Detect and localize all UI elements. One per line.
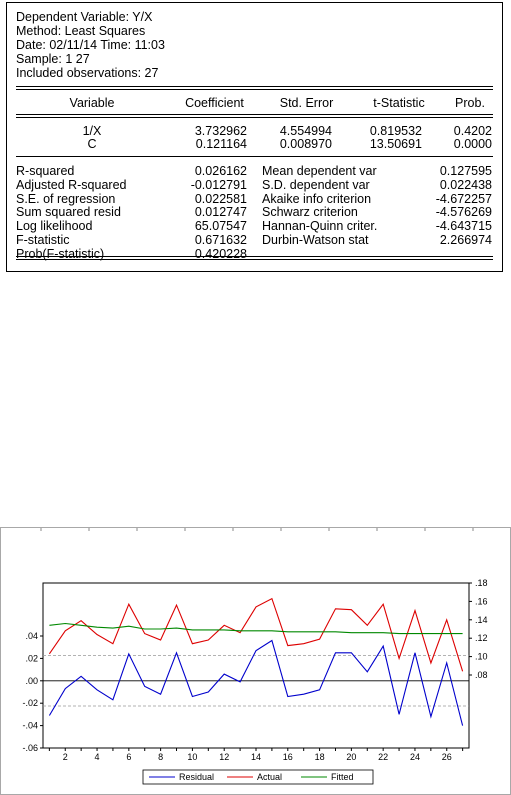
x-axis-label: 18 [314, 752, 325, 762]
table-cell: 13.50691 [369, 137, 422, 151]
stat-value: 0.022438 [439, 177, 492, 192]
table-cell: 3.732962 [194, 124, 247, 138]
table-cell: 1/X [82, 124, 102, 138]
right-axis-label: .16 [475, 596, 488, 607]
right-axis-label: .10 [475, 651, 488, 662]
table-cell: 0.121164 [195, 137, 247, 151]
regression-output-window [6, 2, 503, 272]
stat-label: S.E. of regression [16, 191, 116, 206]
x-axis-label: 2 [62, 752, 68, 762]
stat-label: Prob(F-statistic) [16, 246, 105, 261]
legend-label-fitted: Fitted [331, 772, 354, 782]
stat-label: Hannan-Quinn criter. [262, 219, 378, 234]
stat-value: 0.420228 [194, 246, 247, 261]
stat-value: 65.07547 [194, 219, 247, 234]
left-axis-label: .02 [25, 653, 38, 664]
left-axis-label: .00 [25, 675, 38, 686]
stat-value: -4.576269 [435, 205, 492, 220]
x-axis-label: 10 [187, 752, 198, 762]
stat-value: 0.022581 [194, 191, 247, 206]
right-axis-label: .14 [475, 614, 488, 625]
x-axis-label: 26 [441, 752, 452, 762]
table-cell: 0.008970 [279, 137, 332, 151]
date-time-line: Date: 02/11/14 Time: 11:03 [16, 38, 165, 52]
col-header-prob: Prob. [455, 96, 485, 110]
dependent-variable-line: Dependent Variable: Y/X [16, 10, 153, 24]
x-axis-label: 6 [126, 752, 132, 762]
stat-label: R-squared [16, 164, 75, 178]
x-axis-label: 20 [346, 752, 357, 762]
table-header-rule [16, 114, 493, 118]
stat-label: Akaike info criterion [262, 191, 372, 206]
right-axis-label: .08 [475, 670, 488, 680]
col-header-std-error: Std. Error [279, 96, 334, 110]
table-cell: 0.0000 [453, 137, 492, 151]
left-axis-label: -.04 [22, 720, 38, 731]
table-cell: 0.819532 [369, 124, 422, 138]
table-cell: C [87, 137, 97, 151]
x-axis-label: 12 [219, 752, 230, 762]
stat-label: S.D. dependent var [262, 177, 370, 192]
stat-label: F-statistic [16, 233, 70, 247]
stat-label: Durbin-Watson stat [262, 233, 369, 247]
stat-value: -4.672257 [435, 191, 492, 206]
x-axis-label: 14 [250, 752, 262, 762]
stat-value: 0.026162 [194, 164, 247, 178]
series-line-fitted [49, 624, 462, 634]
table-top-rule [16, 86, 493, 90]
stat-label: Log likelihood [16, 219, 93, 234]
table-cell: 0.4202 [453, 124, 492, 138]
stat-label: Schwarz criterion [262, 205, 358, 220]
chart-canvas [1, 528, 510, 794]
table-stats-rule [16, 156, 493, 157]
stat-label: Sum squared resid [16, 205, 121, 220]
sample-line: Sample: 1 27 [16, 52, 90, 66]
legend-label-residual: Residual [179, 772, 215, 782]
right-axis-label: .18 [475, 578, 488, 588]
x-axis-label: 24 [409, 752, 420, 762]
residual-actual-fitted-chart [0, 527, 511, 795]
left-axis-label: -.02 [22, 698, 38, 709]
col-header-t-statistic: t-Statistic [373, 96, 425, 110]
x-axis-label: 4 [94, 752, 100, 762]
left-axis-label: -.06 [22, 743, 38, 753]
left-axis-label: .04 [25, 631, 38, 641]
x-axis-label: 22 [378, 752, 389, 762]
table-bottom-rule [16, 256, 493, 260]
x-axis-label: 8 [158, 752, 164, 762]
stat-value: -4.643715 [435, 219, 492, 234]
x-axis-label: 16 [282, 752, 293, 762]
estimation-header [16, 10, 165, 80]
method-line: Method: Least Squares [16, 24, 146, 38]
stat-label: Mean dependent var [262, 164, 377, 178]
stat-value: 2.266974 [439, 233, 492, 247]
stat-value: 0.127595 [439, 164, 492, 178]
table-cell: 4.554994 [279, 124, 332, 138]
stat-value: 0.671632 [194, 233, 247, 247]
stat-value: 0.012747 [194, 205, 247, 220]
observations-line: Included observations: 27 [16, 66, 159, 80]
series-line-actual [49, 599, 462, 672]
right-axis-label: .12 [475, 633, 488, 644]
col-header-variable: Variable [69, 96, 115, 110]
stat-label: Adjusted R-squared [16, 177, 127, 192]
legend-label-actual: Actual [257, 772, 283, 782]
stat-value: -0.012791 [190, 177, 247, 192]
col-header-coefficient: Coefficient [185, 96, 244, 110]
